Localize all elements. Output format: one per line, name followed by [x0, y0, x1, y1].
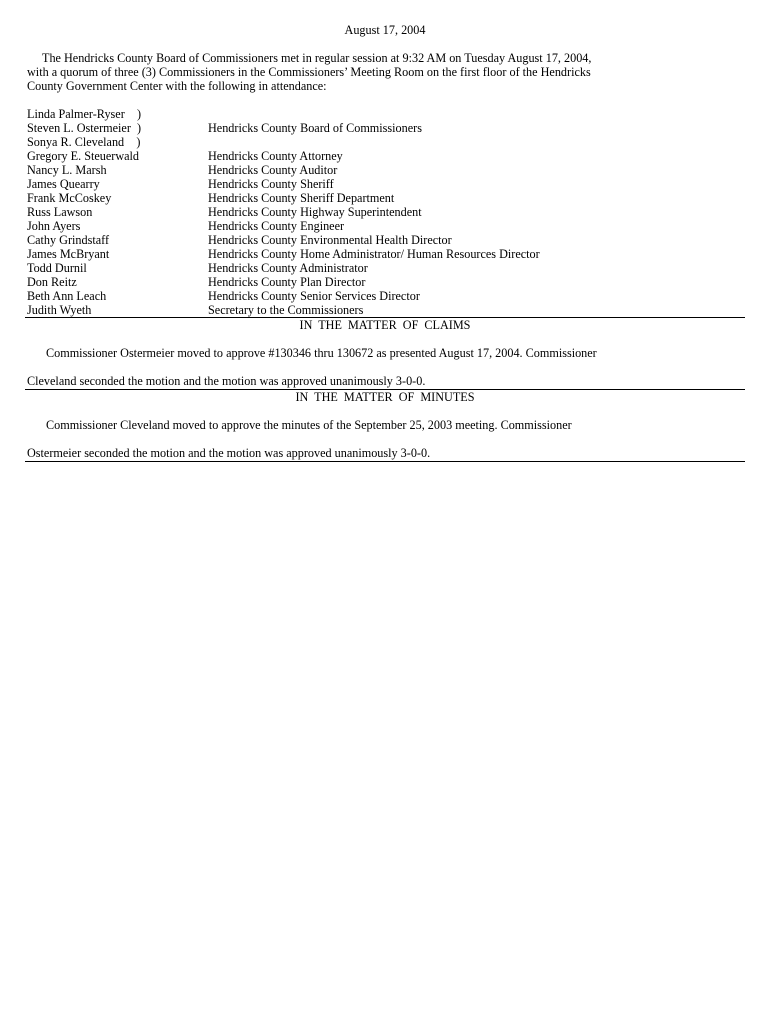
attendance-row: [27, 219, 745, 233]
attendee-title: Hendricks County Attorney: [208, 149, 343, 163]
section-divider: [25, 461, 745, 462]
attendance-row: [27, 205, 745, 219]
attendee-title: Hendricks County Administrator: [208, 261, 368, 275]
attendee-name: John Ayers: [27, 219, 81, 233]
attendee-name: Beth Ann Leach: [27, 289, 107, 303]
attendance-row: [27, 191, 745, 205]
attendee-name: James Quearry: [27, 177, 100, 191]
attendee-name: James McBryant: [27, 247, 110, 261]
attendee-title: Secretary to the Commissioners: [208, 303, 364, 317]
intro-paragraph: [27, 51, 745, 93]
section-heading-claims: IN THE MATTER OF CLAIMS: [299, 318, 471, 332]
attendee-name: Don Reitz: [27, 275, 77, 289]
attendance-row: [27, 149, 745, 163]
intro-line: County Government Center with the following in attendance:: [27, 79, 327, 93]
attendance-row: [27, 261, 745, 275]
attendee-title: Hendricks County Board of Commissioners: [208, 121, 422, 135]
intro-line: The Hendricks County Board of Commissioners met in regular session at 9:32 AM on Tuesday August 17, 2004,: [42, 51, 592, 65]
attendee-name: Judith Wyeth: [27, 303, 92, 317]
attendee-name: Nancy L. Marsh: [27, 163, 107, 177]
attendee-name: Steven L. Ostermeier ): [27, 121, 142, 135]
attendee-name: Cathy Grindstaff: [27, 233, 110, 247]
attendee-name: Russ Lawson: [27, 205, 93, 219]
attendance-row: [27, 289, 745, 303]
minutes-motion-line: Ostermeier seconded the motion and the motion was approved unanimously 3-0-0.: [27, 446, 431, 460]
attendee-title: Hendricks County Auditor: [208, 163, 338, 177]
attendee-name: Linda Palmer-Ryser ): [27, 107, 142, 121]
attendance-row: [27, 177, 745, 191]
attendance-row: [27, 233, 745, 247]
attendee-name: Frank McCoskey: [27, 191, 112, 205]
attendance-row: [27, 275, 745, 289]
attendance-list: [27, 107, 745, 317]
attendance-row: [27, 107, 745, 121]
minutes-motion-line: Commissioner Cleveland moved to approve the minutes of the September 25, 2003 meeting. Commissioner: [46, 418, 572, 432]
attendance-row: [27, 247, 745, 261]
attendee-title: Hendricks County Home Administrator/ Human Resources Director: [208, 247, 540, 261]
claims-motion-line: Commissioner Ostermeier moved to approve #130346 thru 130672 as presented August 17, 2004. Commissioner: [46, 346, 597, 360]
attendee-title: Hendricks County Senior Services Director: [208, 289, 420, 303]
attendee-name: Todd Durnil: [27, 261, 87, 275]
section-heading-minutes: IN THE MATTER OF MINUTES: [295, 390, 475, 404]
attendee-name: Gregory E. Steuerwald: [27, 149, 140, 163]
attendee-title: Hendricks County Environmental Health Director: [208, 233, 452, 247]
attendance-row: [27, 121, 745, 135]
attendance-row: [27, 163, 745, 177]
attendee-title: Hendricks County Plan Director: [208, 275, 366, 289]
claims-motion-line: Cleveland seconded the motion and the motion was approved unanimously 3-0-0.: [27, 374, 426, 388]
attendee-title: Hendricks County Sheriff Department: [208, 191, 395, 205]
attendance-row: [27, 303, 745, 317]
attendee-title: Hendricks County Sheriff: [208, 177, 334, 191]
meeting-date: August 17, 2004: [344, 23, 426, 37]
intro-line: with a quorum of three (3) Commissioners in the Commissioners’ Meeting Room on the first floor of the Hendricks: [27, 65, 591, 79]
attendee-name: Sonya R. Cleveland ): [27, 135, 141, 149]
attendee-title: Hendricks County Highway Superintendent: [208, 205, 422, 219]
attendee-title: Hendricks County Engineer: [208, 219, 345, 233]
attendance-row: [27, 135, 745, 149]
